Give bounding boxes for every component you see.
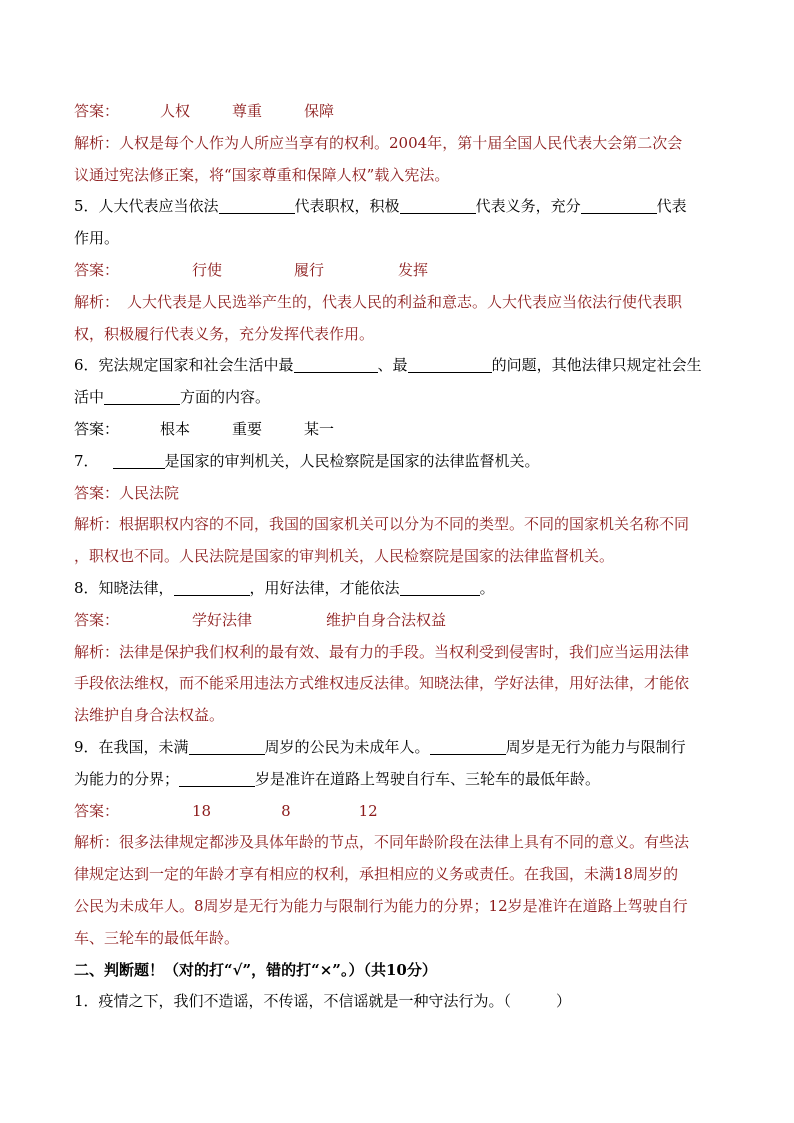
q8-answer-1: 学好法律 bbox=[192, 610, 253, 629]
q8-explanation-text-2: 手段依法维权，而不能采用违法方式维权违反法律。知晓法律，学好法律，用好法律，才能依 bbox=[74, 674, 690, 693]
q9-explanation-line-4 bbox=[74, 923, 726, 955]
q9-question-line-1 bbox=[74, 732, 726, 764]
q4-explanation-line-1 bbox=[74, 128, 726, 160]
q6-answer-2: 重要 bbox=[232, 419, 263, 438]
q4-explanation-text-2: 议通过宪法修正案，将“国家尊重和保障人权”载入宪法。 bbox=[74, 165, 450, 184]
q7-text: 是国家的审判机关，人民检察院是国家的法律监督机关。 bbox=[164, 451, 540, 470]
q5-blank-1 bbox=[219, 196, 295, 214]
q8-answer-line bbox=[74, 605, 726, 637]
q6-question-line-1 bbox=[74, 350, 726, 382]
q9-explanation-text-4: 车、三轮车的最低年龄。 bbox=[74, 928, 240, 947]
explanation-label: 解析： bbox=[74, 833, 120, 852]
q5-text-a: 5．人大代表应当依法 bbox=[74, 197, 219, 216]
q6-text-a: 6．宪法规定国家和社会生活中最 bbox=[74, 356, 294, 375]
q8-question-line bbox=[74, 573, 726, 605]
q5-text-b: 代表职权，积极 bbox=[294, 197, 400, 216]
q4-answer-line bbox=[74, 96, 726, 128]
q8-explanation-line-3 bbox=[74, 700, 726, 732]
answer-label: 答案： bbox=[74, 483, 120, 502]
q5-text-e: 作用。 bbox=[74, 229, 120, 248]
q6-text-d: 活中 bbox=[74, 388, 105, 407]
q9-answer-line bbox=[74, 796, 726, 828]
q7-number: 7． bbox=[74, 451, 99, 470]
answer-label: 答案： bbox=[74, 610, 120, 629]
q9-explanation-text-3: 公民为未成年人。8周岁是无行为能力与限制行为能力的分界；12岁是准许在道路上驾驶自行 bbox=[74, 896, 688, 915]
q6-blank-2 bbox=[408, 355, 492, 373]
explanation-label: 解析： bbox=[74, 133, 120, 152]
q9-blank-2 bbox=[430, 737, 506, 755]
q9-answer-3: 12 bbox=[358, 801, 378, 820]
q7-blank-1 bbox=[113, 451, 165, 469]
q6-blank-3 bbox=[104, 387, 180, 405]
q5-answer-3: 发挥 bbox=[398, 260, 429, 279]
q5-answer-line bbox=[74, 255, 726, 287]
answer-label: 答案： bbox=[74, 102, 120, 120]
q6-text-c: 的问题，其他法律只规定社会生 bbox=[491, 356, 702, 375]
q5-answer-2: 履行 bbox=[294, 260, 325, 279]
section-2-title: 二、判断题！（对的打“√”，错的打“×”。）（共10分） bbox=[74, 960, 437, 979]
q8-explanation-line-2 bbox=[74, 668, 726, 700]
q4-answer-1: 人权 bbox=[160, 102, 191, 120]
q8-blank-1 bbox=[174, 578, 250, 596]
q8-text-a: 8．知晓法律， bbox=[74, 578, 174, 597]
q5-answer-1: 行使 bbox=[192, 260, 223, 279]
section-heading bbox=[74, 955, 726, 987]
q5-explanation-line-1 bbox=[74, 287, 726, 319]
document-page bbox=[74, 96, 726, 1018]
q4-answer-3: 保障 bbox=[304, 102, 335, 120]
q9-text-e: 岁是准许在道路上驾驶自行车、三轮车的最低年龄。 bbox=[255, 769, 601, 788]
q9-explanation-line-1 bbox=[74, 827, 726, 859]
explanation-label: 解析： bbox=[74, 642, 120, 661]
q8-explanation-text-3: 法维护自身合法权益。 bbox=[74, 706, 225, 725]
q6-text-b: 、最 bbox=[377, 356, 408, 375]
q9-answer-2: 8 bbox=[281, 801, 291, 820]
q8-text-b: ，用好法律，才能依法 bbox=[249, 578, 400, 597]
q9-text-a: 9．在我国，未满 bbox=[74, 737, 189, 756]
q9-explanation-text-1: 很多法律规定都涉及具体年龄的节点，不同年龄阶段在法律上具有不同的意义。有些法 bbox=[119, 833, 690, 852]
explanation-label: 解析： bbox=[74, 515, 120, 534]
q7-explanation-text-1: 根据职权内容的不同，我国的国家机关可以分为不同的类型。不同的国家机关名称不同 bbox=[119, 515, 690, 534]
explanation-label: 解析： bbox=[74, 292, 120, 311]
q5-text-d: 代表 bbox=[656, 197, 687, 216]
q6-answer-1: 根本 bbox=[160, 419, 191, 438]
q8-answer-2: 维护自身合法权益 bbox=[326, 610, 447, 629]
q7-answer-line bbox=[74, 478, 726, 510]
answer-label: 答案： bbox=[74, 801, 120, 820]
q7-question-line bbox=[74, 446, 726, 478]
q7-explanation-text-2: ，职权也不同。人民法院是国家的审判机关，人民检察院是国家的法律监督机关。 bbox=[74, 547, 615, 566]
q9-text-b: 周岁的公民为未成年人。 bbox=[264, 737, 430, 756]
q7-explanation-line-2 bbox=[74, 541, 726, 573]
q5-explanation-text-1: 人大代表是人民选举产生的，代表人民的利益和意志。人大代表应当依法行使代表职 bbox=[127, 292, 683, 311]
judgment-q1-line bbox=[74, 986, 726, 1018]
q9-explanation-line-2 bbox=[74, 859, 726, 891]
q5-explanation-line-2 bbox=[74, 319, 726, 351]
q8-blank-2 bbox=[400, 578, 480, 596]
answer-label: 答案： bbox=[74, 260, 120, 279]
q4-explanation-line-2 bbox=[74, 160, 726, 192]
q7-explanation-line-1 bbox=[74, 509, 726, 541]
q8-explanation-text-1: 法律是保护我们权利的最有效、最有力的手段。当权利受到侵害时，我们应当运用法律 bbox=[119, 642, 690, 661]
q9-text-c: 周岁是无行为能力与限制行 bbox=[505, 737, 686, 756]
q6-blank-1 bbox=[294, 355, 378, 373]
q5-question-line-2 bbox=[74, 223, 726, 255]
q6-answer-3: 某一 bbox=[304, 419, 335, 438]
q9-question-line-2 bbox=[74, 764, 726, 796]
q5-explanation-text-2: 权，积极履行代表义务，充分发挥代表作用。 bbox=[74, 324, 375, 343]
q9-blank-1 bbox=[189, 737, 265, 755]
q5-text-c: 代表义务，充分 bbox=[475, 197, 581, 216]
q7-answer: 人民法院 bbox=[119, 483, 180, 502]
q9-text-d: 为能力的分界； bbox=[74, 769, 180, 788]
q9-explanation-line-3 bbox=[74, 891, 726, 923]
judgment-q1-text: 1．疫情之下，我们不造谣，不传谣，不信谣就是一种守法行为。（ ） bbox=[74, 992, 572, 1011]
answer-label: 答案： bbox=[74, 419, 120, 438]
q4-answer-2: 尊重 bbox=[232, 102, 263, 120]
q9-explanation-text-2: 律规定达到一定的年龄才享有相应的权利，承担相应的义务或责任。在我国，未满18周岁的 bbox=[74, 865, 679, 884]
q5-question-line-1 bbox=[74, 191, 726, 223]
q6-question-line-2 bbox=[74, 382, 726, 414]
q8-explanation-line-1 bbox=[74, 637, 726, 669]
q6-answer-line bbox=[74, 414, 726, 446]
q5-blank-3 bbox=[581, 196, 657, 214]
q6-text-e: 方面的内容。 bbox=[180, 388, 271, 407]
q5-blank-2 bbox=[400, 196, 476, 214]
q4-explanation-text-1: 人权是每个人作为人所应当享有的权利。2004年，第十届全国人民代表大会第二次会 bbox=[119, 133, 683, 152]
q9-answer-1: 18 bbox=[192, 801, 212, 820]
q9-blank-3 bbox=[179, 769, 255, 787]
q8-text-c: 。 bbox=[479, 578, 495, 597]
